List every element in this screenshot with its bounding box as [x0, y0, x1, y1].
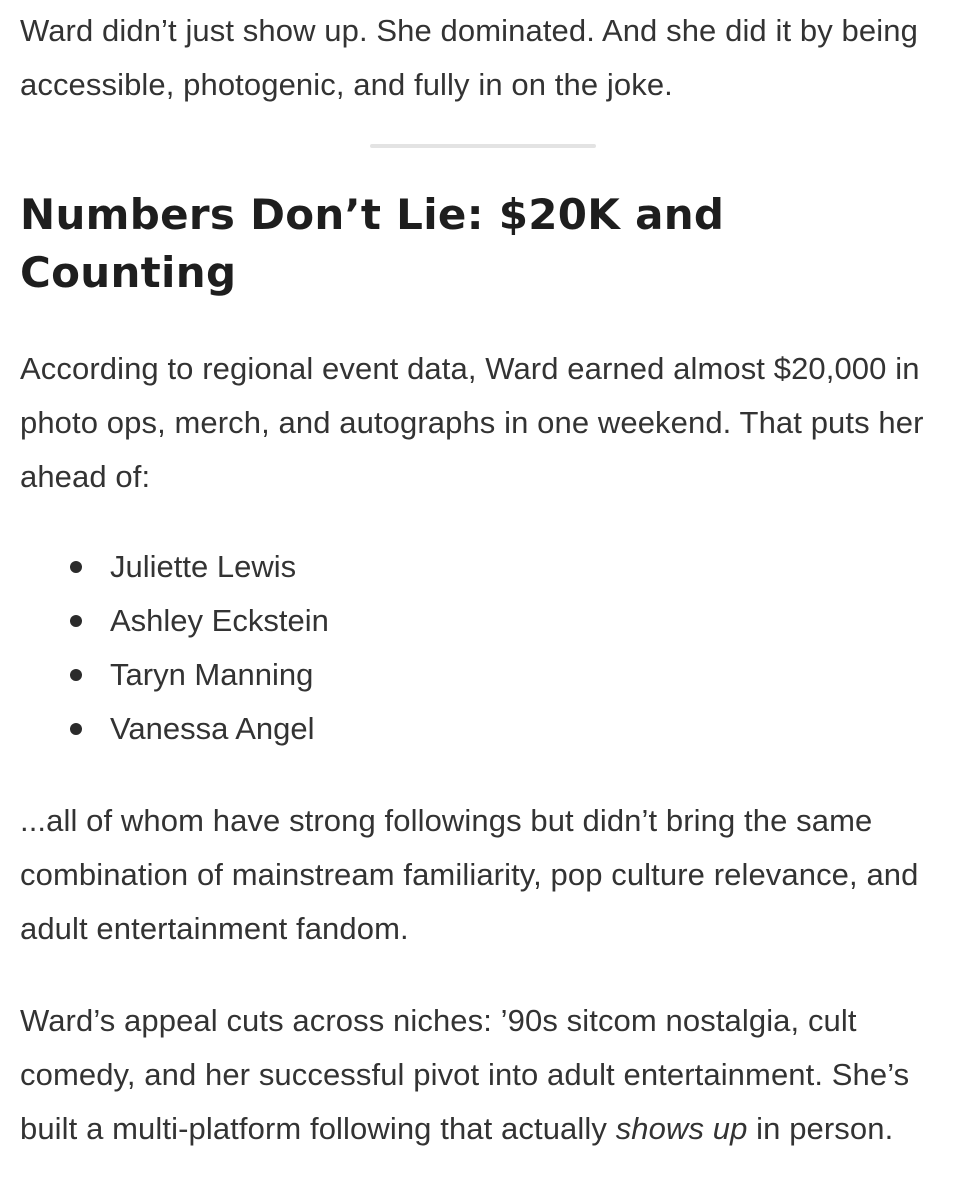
appeal-emphasis: shows up — [615, 1111, 748, 1146]
list-item — [20, 648, 329, 702]
bullet-icon — [70, 615, 82, 627]
appeal-text-end: in person. — [747, 1111, 894, 1146]
bullet-icon — [70, 561, 82, 573]
earnings-paragraph: According to regional event data, Ward earned almost $20,000 in photo ops, merch, and autographs in one weekend. That puts her ahead of: — [20, 351, 924, 494]
list-item — [20, 594, 329, 648]
list-item-label: Juliette Lewis — [110, 549, 297, 584]
list-item — [20, 702, 329, 756]
bullet-icon — [70, 723, 82, 735]
section-heading — [20, 186, 920, 302]
section-divider — [370, 144, 596, 148]
comparison-list — [20, 540, 329, 756]
heading-line-1: Numbers Don’t Lie: $20K and — [20, 190, 725, 239]
list-item — [20, 540, 329, 594]
followings-paragraph: ...all of whom have strong followings but didn’t bring the same combination of mainstream familiarity, pop culture relevance, and adult entertainment fandom. — [20, 803, 919, 946]
list-item-label: Ashley Eckstein — [110, 603, 329, 638]
list-item-label: Taryn Manning — [110, 657, 314, 692]
appeal-paragraph — [20, 994, 960, 1156]
bullet-icon — [70, 669, 82, 681]
appeal-text: Ward’s appeal cuts across niches: ’90s sitcom nostalgia, cult comedy, and her successful pivot into adult entertainment. She’s built a multi-platform following that actually — [20, 1003, 910, 1146]
intro-paragraph: Ward didn’t just show up. She dominated. And she did it by being accessible, photogenic, and fully in on the joke. — [20, 13, 918, 102]
heading-line-2: Counting — [20, 248, 237, 297]
list-item-label: Vanessa Angel — [110, 711, 315, 746]
